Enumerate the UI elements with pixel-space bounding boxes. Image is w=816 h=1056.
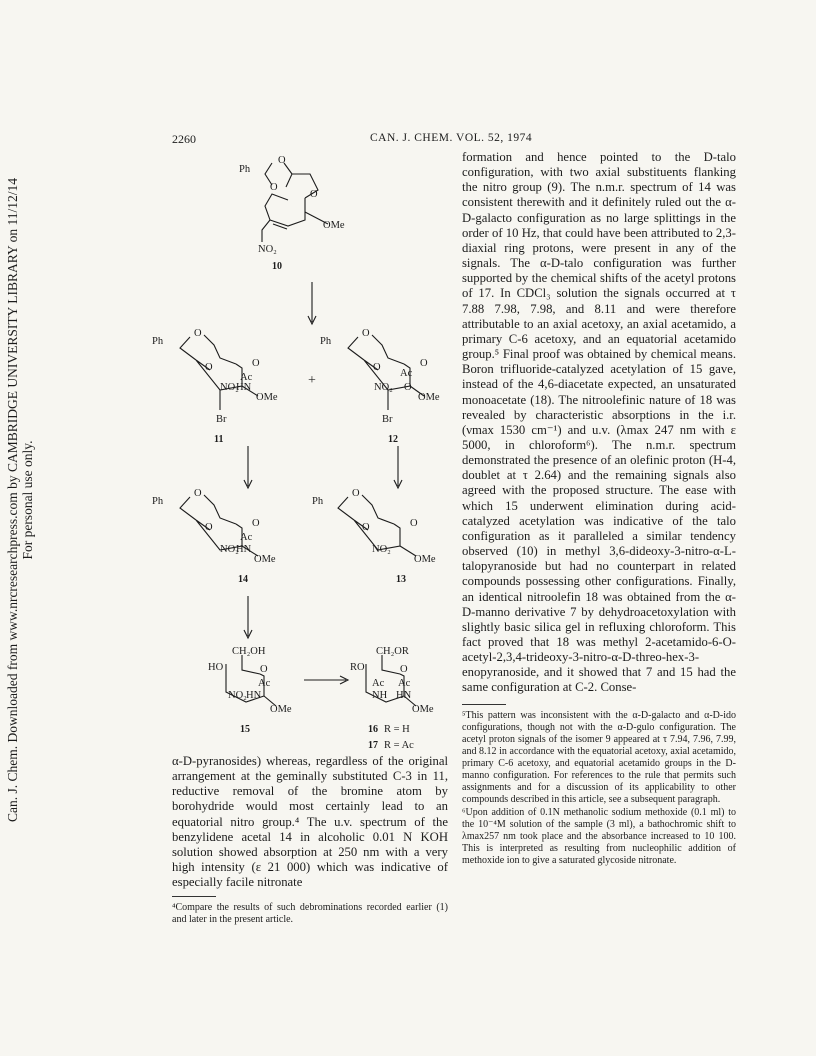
- methoxy-label: OMe: [254, 554, 276, 565]
- compound-16-r-group: R = H: [384, 724, 410, 735]
- oxygen-label: O: [310, 189, 318, 200]
- ester-label: RO: [350, 662, 365, 673]
- methoxy-label: OMe: [270, 704, 292, 715]
- oxygen-label: O: [352, 488, 360, 499]
- compound-number-11: 11: [214, 434, 224, 445]
- oxygen-label: O: [404, 382, 412, 393]
- methoxy-label: OMe: [256, 392, 278, 403]
- oxygen-label: O: [420, 358, 428, 369]
- oxygen-label: O: [410, 518, 418, 529]
- compound-number-14: 14: [238, 574, 248, 585]
- footnote-4: ⁴Compare the results of such debrominations recorded earlier (1) and later in the present article.: [172, 902, 448, 926]
- amine-label: HN: [246, 690, 262, 701]
- oxygen-label: O: [373, 362, 381, 373]
- amine-label: HN: [236, 382, 252, 393]
- phenyl-label: Ph: [239, 164, 251, 175]
- nitro-label: NO₂: [258, 244, 277, 255]
- compound-14: [152, 488, 276, 585]
- acetyl-label: Ac: [398, 678, 411, 689]
- reaction-arrow: [304, 676, 348, 684]
- phenyl-label: Ph: [152, 336, 164, 347]
- amine-label: HN: [396, 690, 412, 701]
- nitro-label: NO₂: [220, 544, 239, 555]
- acetyl-label: Ac: [240, 532, 253, 543]
- hydroxymethyl-label: CH₂OH: [232, 646, 266, 657]
- nitro-label: NO₂: [220, 382, 239, 393]
- compound-17-r-group: R = Ac: [384, 740, 414, 750]
- bromo-label: Br: [216, 414, 227, 425]
- oxygen-label: O: [205, 362, 213, 373]
- compound-10: [239, 155, 345, 272]
- compound-number-10: 10: [272, 261, 282, 272]
- oxygen-label: O: [278, 155, 286, 166]
- right-paragraph: formation and hence pointed to the D-talo configuration, with two axial substituents flanking the nitro group (9). The n.m.r. spectrum of 14 was consistent therewith and it definitely ruled out the α-D-galacto configuration as no large splittings in the order of 10 Hz, that could have been attributed to 2,3-diaxial ring protons, were present in any of the signals. The α-D-talo configuration was further supported by the chemical shifts of the acetyl protons of 17. In CDCl₃ solution the signals occurred at τ 7.88 7.98, 7.98, and 8.11 and were therefore attributable to an axial acetoxy, an axial acetamido, a primary C-6 acetoxy, and an equatorial acetamido group.⁵ Final proof was obtained by chemical means. Boron trifluoride-catalyzed acetylation of 15 gave, instead of the 4,6-diacetate expected, an unsaturated monoacetate (18). The nitroolefinic nature of 18 was revealed by characteristic absorptions in the i.r. (νmax 1530 cm⁻¹) and u.v. (λmax 247 nm with ε 5000, in chloroform⁶). The n.m.r. spectrum demonstrated the presence of an olefinic proton (H-4, doublet at τ 2.64) and the remaining signals also agreed with the proposed structure. The ease with which 15 underwent elimination during acid-catalyzed acetylation was indicative of the talo configuration as it paralleled a similar tendency observed (10) in methyl 3,6-dideoxy-3-nitro-α-L-talopyranoside but had no counterpart in related compounds possessing other configurations. Finally, an identical nitroolefin 18 was obtained from the α-D-manno derivative 7 by dehydroacetoxylation with slightly basic silica gel in refluxing chloroform. This fact proved that 18 was methyl 2-acetamido-6-O-acetyl-2,3,4-trideoxy-3-nitro-α-D-threo-hex-3-enopyranoside, and it showed that 7 and 15 had the same configuration at C-2. Conse-: [462, 150, 736, 695]
- oxygen-label: O: [270, 182, 278, 193]
- oxygen-label: O: [260, 664, 268, 675]
- methoxy-label: OMe: [323, 220, 345, 231]
- compound-number-17: 17: [368, 740, 378, 750]
- compound-number-12: 12: [388, 434, 398, 445]
- bromo-label: Br: [382, 414, 393, 425]
- running-title: CAN. J. CHEM. VOL. 52, 1974: [370, 132, 533, 144]
- oxygen-label: O: [194, 328, 202, 339]
- phenyl-label: Ph: [312, 496, 324, 507]
- oxygen-label: O: [194, 488, 202, 499]
- oxygen-label: O: [400, 664, 408, 675]
- acetyl-label: Ac: [240, 372, 253, 383]
- download-notice: Can. J. Chem. Downloaded from www.nrcresearchpress.com by CAMBRIDGE UNIVERSITY LIBRARY on 11/12/14: [5, 177, 20, 823]
- oxygen-label: O: [362, 328, 370, 339]
- substituted-methyl-label: CH₂OR: [376, 646, 409, 657]
- download-watermark: [0, 177, 40, 823]
- compound-number-15: 15: [240, 724, 250, 735]
- nitro-label: NO₂: [372, 544, 391, 555]
- acetyl-label: Ac: [372, 678, 385, 689]
- nitro-label: NO₂: [228, 690, 247, 701]
- left-paragraph: α-D-pyranosides) whereas, regardless of the original arrangement at the geminally substituted C-3 in 11, reductive removal of the bromine atom by borohydride would most certainly lead to an equatorial nitro group.⁴ The u.v. spectrum of the benzylidene acetal 14 in alcoholic 0.01 N KOH solution showed absorption at 250 nm with a very high intensity (ε 21 000) which was indicative of especially facile nitronate: [172, 754, 448, 890]
- footnote-divider: [462, 704, 506, 705]
- reaction-arrow: [244, 596, 252, 638]
- page-number: 2260: [172, 132, 196, 146]
- phenyl-label: Ph: [152, 496, 164, 507]
- oxygen-label: O: [362, 522, 370, 533]
- compound-16-17: [350, 646, 434, 750]
- amine-label: NH: [372, 690, 388, 701]
- compound-15: [208, 646, 292, 735]
- amine-label: HN: [236, 544, 252, 555]
- oxygen-label: O: [205, 522, 213, 533]
- reaction-arrow: [308, 282, 316, 324]
- acetyl-label: Ac: [258, 678, 271, 689]
- methoxy-label: OMe: [412, 704, 434, 715]
- oxygen-label: O: [252, 358, 260, 369]
- methoxy-label: OMe: [414, 554, 436, 565]
- footnote-6: ⁶Upon addition of 0.1N methanolic sodium methoxide (0.1 ml) to the 10⁻⁴M solution of the sample (3 ml), a bathochromic shift to λmax257 nm took place and the absorbance increased to 10 100. This is interpreted as resulting from nucleophilic addition of methoxide ion to give a saturated glycoside nitronate.: [462, 806, 736, 866]
- nitro-label: NO₂: [374, 382, 393, 393]
- footnote-5: ⁵This pattern was inconsistent with the α-D-galacto and α-D-ido configurations, though not with the α-D-gulo configuration. The acetyl proton signals of the isomer 9 appeared at τ 7.94, 7.96, 7.99, and 8.12 in accordance with the equatorial acetoxy, axial acetamido, primary C-6 acetoxy, and equatorial acetamido groups in the D-manno configuration. For references to the rule that permits such assignments and for a discussion of its applicability to other compounds described in this article, see a subsequent paragraph.: [462, 709, 736, 805]
- hydroxyl-label: HO: [208, 662, 224, 673]
- personal-use-notice: For personal use only.: [20, 440, 35, 560]
- plus-sign: +: [308, 373, 316, 388]
- left-column: [172, 754, 448, 926]
- compound-12: [320, 328, 440, 445]
- methoxy-label: OMe: [418, 392, 440, 403]
- oxygen-label: O: [252, 518, 260, 529]
- reaction-arrow: [394, 446, 402, 488]
- reaction-scheme: [150, 150, 460, 750]
- compound-11: [152, 328, 278, 445]
- acetyl-label: Ac: [400, 368, 413, 379]
- phenyl-label: Ph: [320, 336, 332, 347]
- right-column: [462, 150, 736, 867]
- compound-number-13: 13: [396, 574, 406, 585]
- footnote-divider: [172, 896, 216, 897]
- compound-13: [312, 488, 436, 585]
- compound-number-16: 16: [368, 724, 378, 735]
- reaction-arrow: [244, 446, 252, 488]
